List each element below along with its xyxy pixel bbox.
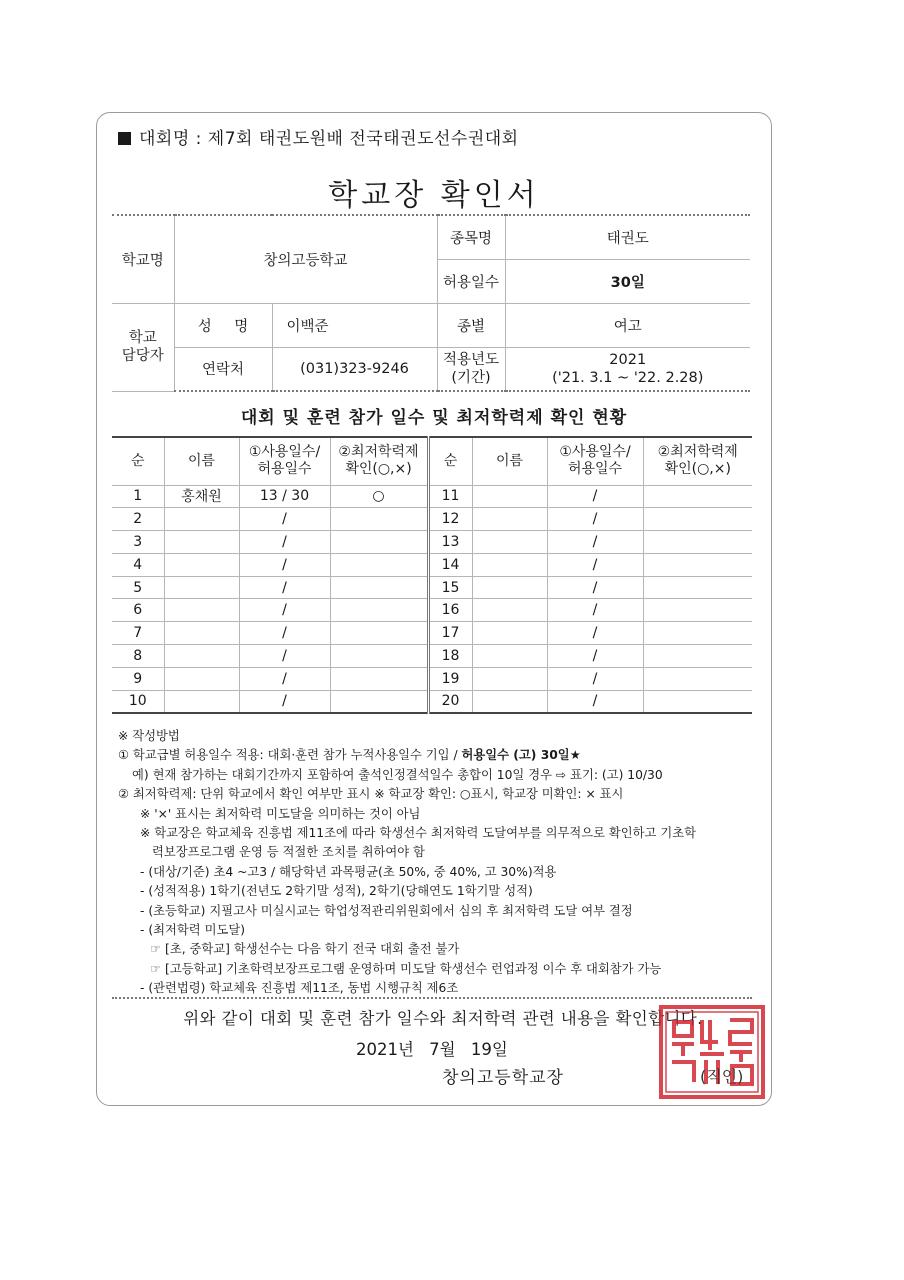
header-min-line1: ②최저학력제	[338, 443, 419, 460]
row-name	[164, 531, 239, 554]
table-row	[112, 622, 752, 645]
row-no: 10	[112, 690, 164, 713]
row-check: ○	[330, 485, 428, 508]
row-used: /	[547, 599, 643, 622]
row-check	[330, 667, 428, 690]
header-no-left: 순	[112, 437, 164, 485]
manager-name-value: 이백준	[272, 303, 437, 347]
footer-divider	[112, 997, 752, 999]
note-item-1	[118, 746, 758, 765]
row-used: /	[547, 485, 643, 508]
table-row	[112, 508, 752, 531]
row-no: 3	[112, 531, 164, 554]
row-no: 8	[112, 645, 164, 668]
status-section-title: 대회 및 훈련 참가 일수 및 최저학력제 확인 현황	[240, 408, 628, 428]
row-check	[643, 508, 752, 531]
document-title: 학교장 확인서	[328, 178, 540, 213]
table-row	[112, 667, 752, 690]
note-item-5: - (초등학교) 지필고사 미실시교는 학업성적관리위원회에서 심의 후 최저학력 도달 여부 결정	[140, 903, 633, 918]
row-check	[330, 599, 428, 622]
row-no: 20	[428, 690, 472, 713]
row-used: /	[547, 508, 643, 531]
row-no: 7	[112, 622, 164, 645]
note-6b-text: [고등학교] 기초학력보장프로그램 운영하며 미도달 학생선수 런업과정 이수 후 대회참가 가능	[165, 961, 662, 976]
apply-year-value-line1: 2021	[609, 351, 647, 368]
row-name	[472, 622, 547, 645]
apply-year-label-line1: 적용년도	[442, 351, 500, 368]
notes-heading: ※ 작성방법	[118, 729, 180, 743]
row-name	[472, 667, 547, 690]
header-min-line2: 확인(○,×)	[345, 461, 412, 478]
apply-year-label	[437, 347, 505, 391]
row-used: /	[239, 531, 330, 554]
event-name-text: 대회명 : 제7회 태권도원배 전국태권도선수권대회	[139, 129, 519, 149]
header-used-days-left	[239, 437, 330, 485]
row-name	[472, 485, 547, 508]
row-name	[472, 690, 547, 713]
row-name	[164, 576, 239, 599]
row-no: 11	[428, 485, 472, 508]
sport-label: 종목명	[437, 215, 505, 259]
note-item-6a	[118, 940, 758, 959]
table-row	[112, 599, 752, 622]
table-row	[112, 576, 752, 599]
table-row	[112, 645, 752, 668]
manager-label-line2: 담당자	[121, 348, 164, 364]
row-no: 13	[428, 531, 472, 554]
manager-name-label: 성 명	[174, 303, 272, 347]
row-check	[643, 576, 752, 599]
row-used: /	[547, 622, 643, 645]
note-item-2b-cont: 력보장프로그램 운영 등 적절한 조치를 취하여야 함	[152, 845, 425, 860]
row-check	[330, 553, 428, 576]
apply-year-label-line2: (기간)	[451, 369, 491, 386]
row-no: 18	[428, 645, 472, 668]
row-name	[164, 622, 239, 645]
contact-value: (031)323-9246	[272, 347, 437, 391]
row-used: /	[239, 508, 330, 531]
note-item-2a: ※ '×' 표시는 최저학력 미도달을 의미하는 것이 아님	[140, 806, 421, 821]
row-check	[643, 599, 752, 622]
school-label: 학교명	[112, 215, 174, 303]
row-used: /	[547, 690, 643, 713]
row-check	[643, 690, 752, 713]
category-value: 여고	[505, 303, 750, 347]
row-name	[164, 508, 239, 531]
note-item-2b: ※ 학교장은 학교체육 진흥법 제11조에 따라 학생선수 최저학력 도달여부를 의무적으로 확인하고 기초학	[140, 826, 696, 841]
note-item-7: - (관련법령) 학교체육 진흥법 제11조, 동법 시행규칙 제6조	[140, 981, 459, 996]
header-min-academic-right	[643, 437, 752, 485]
table-row	[112, 485, 752, 508]
row-name	[472, 508, 547, 531]
header-used-days-right	[547, 437, 643, 485]
row-used: /	[239, 599, 330, 622]
note-1-text: ① 학교급별 허용일수 적용: 대회·훈련 참가 누적사용일수 기입 /	[118, 748, 462, 763]
row-name	[472, 531, 547, 554]
row-used: /	[239, 690, 330, 713]
row-check	[643, 645, 752, 668]
note-item-6: - (최저학력 미도달)	[140, 923, 246, 938]
confirmation-statement: 위와 같이 대회 및 훈련 참가 일수와 최저학력 관련 내용을 확인합니다.	[183, 1009, 703, 1028]
manager-label-line1: 학교	[128, 329, 157, 346]
header-no-right: 순	[428, 437, 472, 485]
row-no: 2	[112, 508, 164, 531]
apply-year-value-line2: ('21. 3.1 ~ '22. 2.28)	[552, 369, 704, 386]
row-name	[164, 599, 239, 622]
apply-year-value	[505, 347, 750, 391]
row-used: /	[239, 667, 330, 690]
sport-value: 태권도	[505, 215, 750, 259]
table-row	[112, 531, 752, 554]
row-no: 9	[112, 667, 164, 690]
row-no: 12	[428, 508, 472, 531]
row-used: /	[547, 531, 643, 554]
note-item-2: ② 최저학력제: 단위 학교에서 확인 여부만 표시 ※ 학교장 확인: ○표시, 학교장 미확인: × 표시	[118, 787, 624, 802]
row-name	[472, 576, 547, 599]
note-item-6b	[118, 960, 758, 979]
row-check	[330, 690, 428, 713]
header-min-academic-left	[330, 437, 428, 485]
row-check	[643, 485, 752, 508]
row-used: 13 / 30	[239, 485, 330, 508]
school-info-table	[112, 214, 750, 392]
row-name	[472, 599, 547, 622]
pointing-hand-icon: ☞	[150, 961, 162, 976]
row-used: /	[239, 576, 330, 599]
row-used: /	[239, 622, 330, 645]
row-check	[330, 508, 428, 531]
row-check	[643, 667, 752, 690]
row-used: /	[239, 645, 330, 668]
allowed-days-value: 30일	[505, 259, 750, 303]
allowed-days-label: 허용일수	[437, 259, 505, 303]
note-item-4: - (성적적용) 1학기(전년도 2학기말 성적), 2학기(당해연도 1학기말 성적)	[140, 884, 533, 899]
row-no: 1	[112, 485, 164, 508]
note-1-emphasis: 허용일수 (고) 30일★	[461, 748, 581, 763]
header-used-line1: ①사용일수/	[248, 443, 321, 460]
row-name	[164, 645, 239, 668]
header-used-line1: ①사용일수/	[559, 443, 631, 460]
pointing-hand-icon: ☞	[150, 942, 162, 957]
seal-label: (직인)	[700, 1067, 744, 1086]
row-name	[164, 553, 239, 576]
event-name-line	[118, 124, 519, 149]
manager-label	[112, 303, 174, 391]
header-name-right: 이름	[472, 437, 547, 485]
principal-name: 창의고등학교장	[442, 1068, 564, 1088]
row-check	[330, 576, 428, 599]
contact-label: 연락처	[174, 347, 272, 391]
header-name-left: 이름	[164, 437, 239, 485]
row-no: 14	[428, 553, 472, 576]
row-name: 홍채원	[164, 485, 239, 508]
row-no: 15	[428, 576, 472, 599]
row-no: 16	[428, 599, 472, 622]
row-check	[330, 645, 428, 668]
row-check	[330, 622, 428, 645]
row-check	[643, 531, 752, 554]
header-used-line2: 허용일수	[257, 461, 312, 478]
note-item-1-example: 예) 현재 참가하는 대회기간까지 포함하여 출석인정결석일수 총합이 10일 경우 ⇨ 표기: (고) 10/30	[132, 767, 663, 782]
header-min-line2: 확인(○,×)	[664, 461, 731, 478]
row-no: 5	[112, 576, 164, 599]
row-no: 4	[112, 553, 164, 576]
square-bullet-icon	[118, 132, 131, 145]
header-min-line1: ②최저학력제	[657, 443, 738, 460]
participation-status-table	[112, 436, 752, 714]
row-name	[164, 667, 239, 690]
header-used-line2: 허용일수	[567, 461, 623, 478]
row-name	[472, 645, 547, 668]
row-name	[472, 553, 547, 576]
issue-date: 2021년 7월 19일	[356, 1040, 508, 1059]
table-row	[112, 690, 752, 713]
row-used: /	[547, 576, 643, 599]
row-no: 17	[428, 622, 472, 645]
row-no: 6	[112, 599, 164, 622]
row-used: /	[547, 645, 643, 668]
row-used: /	[547, 667, 643, 690]
row-no: 19	[428, 667, 472, 690]
table-row	[112, 553, 752, 576]
note-6a-text: [초, 중학교] 학생선수는 다음 학기 전국 대회 출전 불가	[165, 942, 460, 957]
note-item-3: - (대상/기준) 초4 ~고3 / 해당학년 과목평균(초 50%, 중 40%, 고 30%)적용	[140, 864, 557, 879]
row-check	[643, 622, 752, 645]
category-label: 종별	[437, 303, 505, 347]
row-check	[330, 531, 428, 554]
row-name	[164, 690, 239, 713]
row-check	[643, 553, 752, 576]
school-value: 창의고등학교	[174, 215, 437, 303]
writing-instructions	[118, 727, 758, 999]
row-used: /	[547, 553, 643, 576]
row-used: /	[239, 553, 330, 576]
